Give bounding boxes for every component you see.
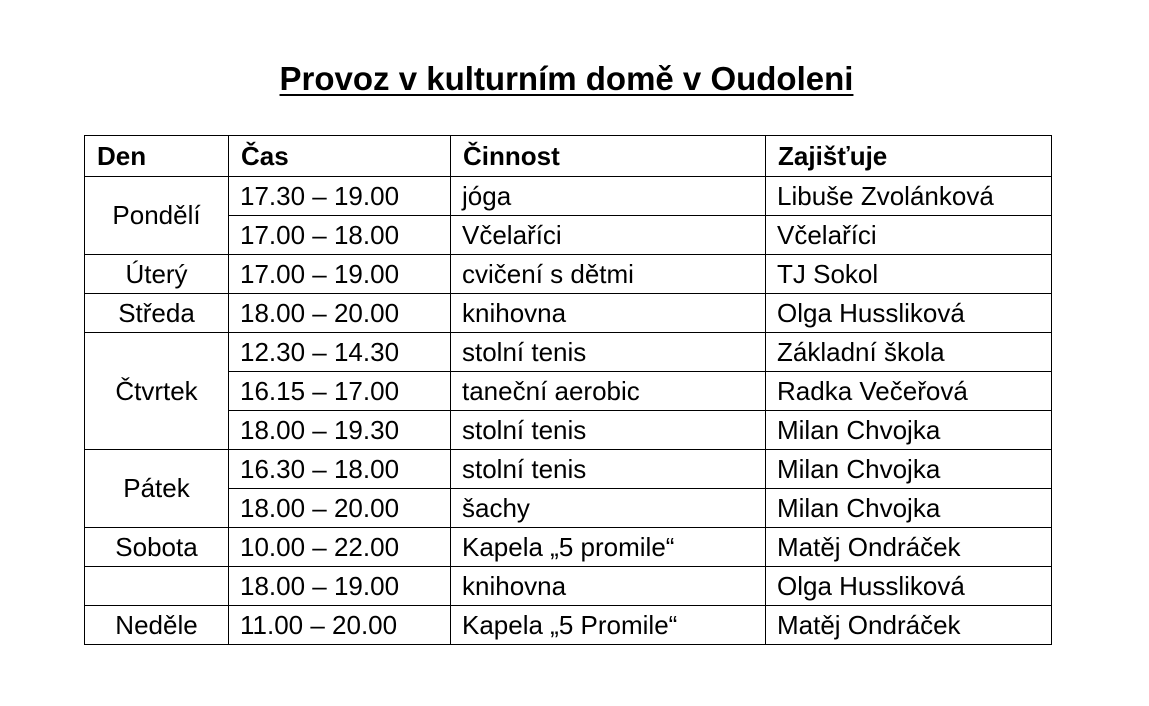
organizer-cell: Milan Chvojka	[766, 411, 1052, 450]
header-organizer: Zajišťuje	[766, 136, 1052, 177]
organizer-cell: Milan Chvojka	[766, 450, 1052, 489]
header-activity: Činnost	[451, 136, 766, 177]
header-day: Den	[85, 136, 229, 177]
time-cell: 18.00 – 20.00	[229, 489, 451, 528]
day-cell: Pátek	[85, 450, 229, 528]
activity-cell: Včelaříci	[451, 216, 766, 255]
activity-cell: knihovna	[451, 294, 766, 333]
day-cell: Pondělí	[85, 177, 229, 255]
organizer-cell: Matěj Ondráček	[766, 528, 1052, 567]
table-row	[85, 216, 1052, 255]
day-cell: Sobota	[85, 528, 229, 567]
table-row	[85, 528, 1052, 567]
organizer-cell: Libuše Zvolánková	[766, 177, 1052, 216]
header-row	[85, 136, 1052, 177]
time-cell: 16.15 – 17.00	[229, 372, 451, 411]
time-cell: 12.30 – 14.30	[229, 333, 451, 372]
time-cell: 17.00 – 18.00	[229, 216, 451, 255]
table-row	[85, 450, 1052, 489]
time-cell: 17.30 – 19.00	[229, 177, 451, 216]
organizer-cell: Radka Večeřová	[766, 372, 1052, 411]
day-cell: Neděle	[85, 606, 229, 645]
activity-cell: Kapela „5 Promile“	[451, 606, 766, 645]
organizer-cell: Základní škola	[766, 333, 1052, 372]
day-cell: Úterý	[85, 255, 229, 294]
table-row	[85, 567, 1052, 606]
activity-cell: stolní tenis	[451, 411, 766, 450]
table-row	[85, 255, 1052, 294]
table-row	[85, 333, 1052, 372]
table-header	[85, 136, 1052, 177]
header-time: Čas	[229, 136, 451, 177]
schedule-table	[84, 135, 1052, 645]
time-cell: 10.00 – 22.00	[229, 528, 451, 567]
table-row	[85, 606, 1052, 645]
table-row	[85, 489, 1052, 528]
table-body	[85, 177, 1052, 645]
day-cell	[85, 567, 229, 606]
page-title: Provoz v kulturním domě v Oudoleni	[279, 60, 854, 97]
organizer-cell: TJ Sokol	[766, 255, 1052, 294]
time-cell: 18.00 – 20.00	[229, 294, 451, 333]
activity-cell: šachy	[451, 489, 766, 528]
organizer-cell: Matěj Ondráček	[766, 606, 1052, 645]
activity-cell: stolní tenis	[451, 333, 766, 372]
time-cell: 18.00 – 19.30	[229, 411, 451, 450]
time-cell: 11.00 – 20.00	[229, 606, 451, 645]
activity-cell: taneční aerobic	[451, 372, 766, 411]
time-cell: 16.30 – 18.00	[229, 450, 451, 489]
organizer-cell: Olga Hussliková	[766, 294, 1052, 333]
day-cell: Středa	[85, 294, 229, 333]
activity-cell: cvičení s dětmi	[451, 255, 766, 294]
activity-cell: knihovna	[451, 567, 766, 606]
time-cell: 17.00 – 19.00	[229, 255, 451, 294]
activity-cell: jóga	[451, 177, 766, 216]
time-cell: 18.00 – 19.00	[229, 567, 451, 606]
activity-cell: Kapela „5 promile“	[451, 528, 766, 567]
table-row	[85, 294, 1052, 333]
organizer-cell: Olga Hussliková	[766, 567, 1052, 606]
table-row	[85, 372, 1052, 411]
activity-cell: stolní tenis	[451, 450, 766, 489]
organizer-cell: Včelaříci	[766, 216, 1052, 255]
organizer-cell: Milan Chvojka	[766, 489, 1052, 528]
table-row	[85, 411, 1052, 450]
day-cell: Čtvrtek	[85, 333, 229, 450]
table-row	[85, 177, 1052, 216]
